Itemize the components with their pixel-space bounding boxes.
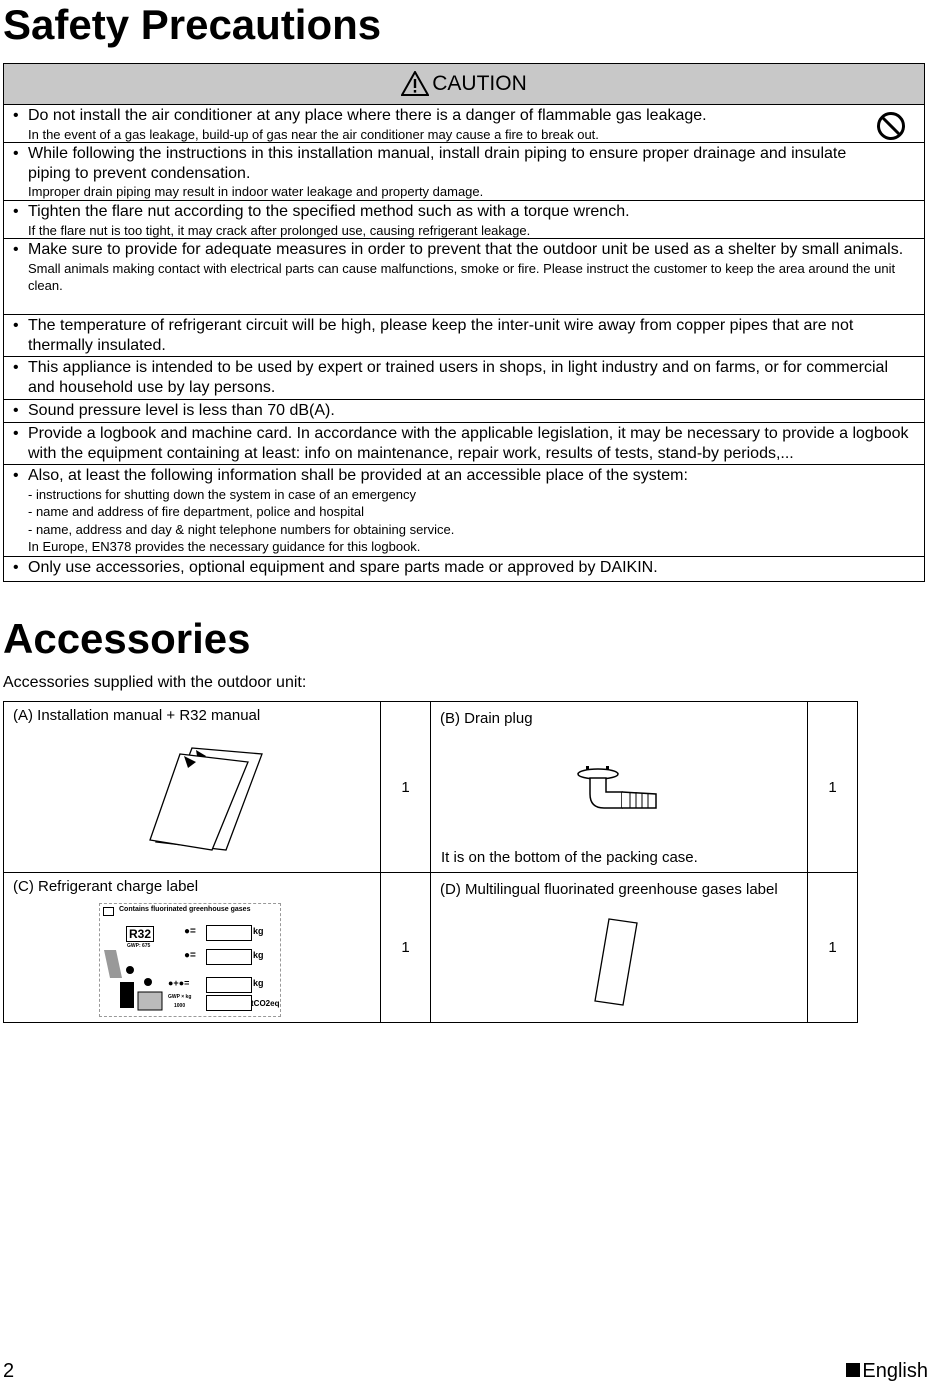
charge-row-1: ●= bbox=[184, 926, 196, 937]
charge-row-2: ●= bbox=[184, 950, 196, 961]
greenhouse-label-icon bbox=[591, 917, 641, 1007]
accessory-note: It is on the bottom of the packing case. bbox=[441, 849, 698, 866]
caution-item-text: Also, at least the following information shall be provided at an accessible place of the system: bbox=[28, 467, 688, 484]
caution-item: • Provide a logbook and machine card. In accordance with the applicable legislation, it may be necessary to provide a logbook with the equipment containing at least: info on maintenance, repair work, results of tests, stand-by periods,... bbox=[4, 423, 924, 465]
manual-booklets-icon bbox=[144, 742, 269, 852]
caution-item-text: Make sure to provide for adequate measures in order to prevent that the outdoor unit be used as a shelter by small animals. bbox=[28, 241, 904, 258]
caution-item: • Do not install the air conditioner at any place where there is a danger of flammable gas leakage. In the event of a gas leakage, build-up of gas near the air conditioner may cause a fire to break out. bbox=[4, 105, 924, 143]
charge-box-2 bbox=[206, 949, 252, 965]
accessories-title: Accessories bbox=[3, 615, 251, 662]
safety-title: Safety Precautions bbox=[3, 1, 382, 48]
accessory-cell-a bbox=[4, 702, 381, 873]
charge-box-1 bbox=[206, 925, 252, 941]
accessory-qty: 1 bbox=[808, 702, 858, 873]
caution-item: • While following the instructions in this installation manual, install drain piping to ensure proper drainage and insulate piping to prevent condensation. Improper drain piping may result in indoor water leakage and property damage. bbox=[4, 143, 924, 201]
caution-item-text: Sound pressure level is less than 70 dB(A). bbox=[28, 402, 335, 419]
caution-item: • Tighten the flare nut according to the specified method such as with a torque wrench. If the flare nut is too tight, it may crack after prolonged use, causing refrigerant leakage. bbox=[4, 201, 924, 239]
caution-item-text: Do not install the air conditioner at any place where there is a danger of flammable gas leakage. bbox=[28, 107, 707, 124]
caution-item-detail: If the flare nut is too tight, it may crack after prolonged use, causing refrigerant leakage. bbox=[28, 222, 531, 238]
drain-plug-icon bbox=[576, 764, 661, 816]
gwp-divisor: 1000 bbox=[174, 1003, 186, 1009]
unit-kg-1: kg bbox=[253, 926, 264, 936]
charge-row-total: ●+●= bbox=[168, 978, 190, 988]
accessory-cell-c bbox=[4, 873, 381, 1023]
unit-kg-total: kg bbox=[253, 978, 264, 988]
caution-item: • This appliance is intended to be used by expert or trained users in shops, in light industry and on farms, or for commercial and household use by lay persons. bbox=[4, 357, 924, 400]
charge-box-co2 bbox=[206, 995, 252, 1011]
caution-header bbox=[4, 64, 924, 105]
caution-item-detail: - instructions for shutting down the system in case of an emergency bbox=[28, 486, 417, 502]
caution-item: • The temperature of refrigerant circuit will be high, please keep the inter-unit wire away from copper pipes that are not thermally insulated. bbox=[4, 315, 924, 357]
accessory-label: (D) Multilingual fluorinated greenhouse gases label bbox=[440, 881, 778, 898]
accessory-label: (A) Installation manual + R32 manual bbox=[13, 707, 261, 724]
refrigerant-name: R32 bbox=[126, 926, 154, 942]
label-header: Contains fluorinated greenhouse gases bbox=[119, 906, 251, 913]
caution-box bbox=[3, 63, 925, 582]
accessory-qty: 1 bbox=[381, 702, 431, 873]
caution-item-text: The temperature of refrigerant circuit will be high, please keep the inter-unit wire away from copper pipes that are not thermally insulated. bbox=[28, 317, 854, 354]
gwp-formula: GWP × kg bbox=[168, 994, 192, 1000]
caution-item-text: Tighten the flare nut according to the specified method such as with a torque wrench. bbox=[28, 203, 630, 220]
page-number: 2 bbox=[3, 1360, 15, 1382]
language-label: English bbox=[846, 1360, 928, 1383]
accessory-cell-b bbox=[431, 702, 808, 873]
book-icon bbox=[103, 907, 114, 916]
accessory-qty: 1 bbox=[808, 873, 858, 1023]
caution-item-detail: - name and address of fire department, police and hospital bbox=[28, 504, 365, 519]
accessory-label: (B) Drain plug bbox=[440, 710, 533, 727]
accessories-table bbox=[3, 701, 858, 1023]
caution-item-text: While following the instructions in this installation manual, install drain piping to ensure proper drainage and insulate piping to prevent condensation. bbox=[28, 145, 847, 182]
accessory-qty: 1 bbox=[381, 873, 431, 1023]
warning-icon bbox=[401, 71, 429, 96]
caution-item-detail: In Europe, EN378 provides the necessary guidance for this logbook. bbox=[28, 539, 421, 554]
caution-item-detail: Small animals making contact with electrical parts can cause malfunctions, smoke or fire. Please instruct the customer to keep the area around the unit clean. bbox=[28, 260, 896, 293]
prohibited-icon bbox=[876, 111, 906, 141]
accessories-intro: Accessories supplied with the outdoor unit: bbox=[3, 674, 307, 691]
caution-item: • Also, at least the following information shall be provided at an accessible place of the system: - instructions for shutting down the system in case of an emergency - name and address of fire department, police and hospital - name, address and day & night telephone numbers for obtaining service. In Europe, EN378 provides the necessary guidance for this logbook. bbox=[4, 465, 924, 557]
gwp-value: GWP: 675 bbox=[127, 943, 151, 949]
refrigerant-charge-label bbox=[99, 903, 281, 1017]
caution-label: CAUTION bbox=[432, 72, 527, 95]
caution-item: • Only use accessories, optional equipment and spare parts made or approved by DAIKIN. bbox=[4, 557, 924, 581]
charge-box-total bbox=[206, 977, 252, 993]
accessory-cell-d bbox=[431, 873, 808, 1023]
caution-item-text: Provide a logbook and machine card. In accordance with the applicable legislation, it may be necessary to provide a logbook with the equipment containing at least: info on maintenance, repair work, results of tests, stand-by periods,... bbox=[28, 425, 909, 462]
square-icon bbox=[846, 1363, 860, 1377]
caution-item-text: This appliance is intended to be used by expert or trained users in shops, in light industry and on farms, or for commercial and household use by lay persons. bbox=[28, 359, 888, 396]
caution-item-detail: - name, address and day & night telephone numbers for obtaining service. bbox=[28, 521, 455, 537]
unit-co2: tCO2eq bbox=[251, 999, 280, 1008]
cylinder-icon bbox=[102, 948, 164, 1012]
accessory-label: (C) Refrigerant charge label bbox=[13, 878, 199, 895]
caution-item: • Sound pressure level is less than 70 dB(A). bbox=[4, 400, 924, 423]
caution-item-detail: In the event of a gas leakage, build-up of gas near the air conditioner may cause a fire to break out. bbox=[28, 126, 599, 142]
caution-item-text: Only use accessories, optional equipment and spare parts made or approved by DAIKIN. bbox=[28, 559, 658, 576]
caution-item-detail: Improper drain piping may result in indoor water leakage and property damage. bbox=[28, 184, 484, 199]
unit-kg-2: kg bbox=[253, 950, 264, 960]
caution-item: • Make sure to provide for adequate measures in order to prevent that the outdoor unit be used as a shelter by small animals. Small animals making contact with electrical parts can cause malfunctions, smoke or fire. Please instruct the customer to keep the area around the unit clean. bbox=[4, 239, 924, 315]
